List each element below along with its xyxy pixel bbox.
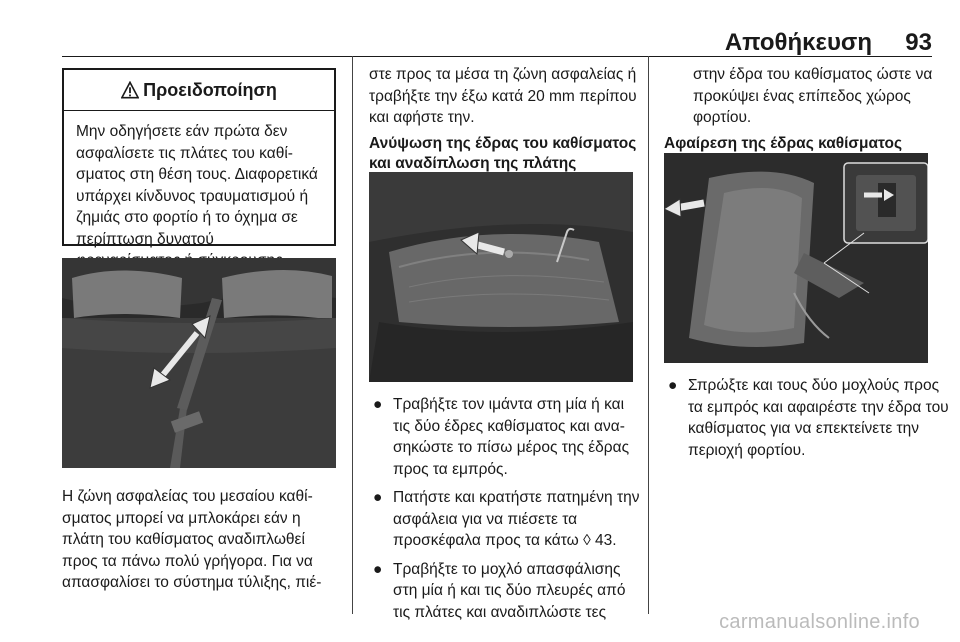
seat-fold-illustration — [369, 172, 633, 382]
list-item — [664, 375, 949, 461]
warning-text: Μην οδηγήσετε εάν πρώτα δεν ασφαλίσετε τις πλάτες του καθίσματος στη θέση τους. Διαφορετικά υπάρχει κίνδυνος τραυματισμού ή ζημιάς στο φορτίο ή το όχημα σε περίπτωση δυνατού — [76, 123, 318, 248]
section-heading-fold: Ανύψωση της έδρας του καθίσματος και αναδίπλωση της πλάτης — [369, 135, 637, 172]
seat-removal-figure — [664, 153, 928, 363]
warning-title: Προειδοποίηση — [143, 79, 277, 100]
seat-fold-figure — [369, 172, 633, 382]
column-divider — [648, 56, 649, 614]
list-item — [369, 394, 644, 480]
seatbelt-figure — [62, 258, 336, 468]
watermark: carmanualsonline.info — [719, 611, 920, 633]
header-rule — [62, 56, 932, 57]
continued-paragraph-2: στην έδρα του καθίσματος ώστε να προκύψει ένας επίπεδος χώρος φορτίου. — [693, 66, 933, 126]
bullet-text: Πατήστε και κρατήστε πατημένη την ασφάλεια για να πιέσετε τα προσκέφαλα προς τα κάτω ◊ 43. — [393, 489, 640, 549]
bullet-text: Σπρώξτε και τους δύο μοχλούς προς τα εμπρός και αφαιρέστε την έδρα του καθίσματος για να επεκτείνετε την περιοχή φορτίου. — [688, 377, 949, 459]
bullet-dot: ● — [668, 377, 678, 394]
warning-header — [64, 70, 334, 111]
fold-steps-list — [369, 394, 644, 630]
warning-icon — [121, 81, 139, 99]
seatbelt-illustration — [62, 258, 336, 468]
list-item — [369, 487, 644, 552]
bullet-text: Τραβήξτε τον ιμάντα στη μία ή και τις δύο έδρες καθίσματος και ανασηκώστε το πίσω μέρος της έδρας προς τα εμπρός. — [393, 396, 630, 478]
belt-paragraph: Η ζώνη ασφαλείας του μεσαίου καθίσματος μπορεί να μπλοκάρει εάν η πλάτη του καθίσματος αναδιπλωθεί προς τα πάνω πολύ γρήγορα. Για να απασφαλίσει το σύστημα τύλιξης, πιέ- — [62, 488, 322, 591]
continued-paragraph: στε προς τα μέσα τη ζώνη ασφαλείας ή τραβήξτε την έξω κατά 20 mm περίπου και αφήστε την. — [369, 66, 637, 126]
page-number: 93 — [905, 29, 932, 56]
remove-steps-list — [664, 375, 949, 468]
column-divider — [352, 56, 353, 614]
warning-box — [62, 68, 336, 246]
bullet-dot: ● — [373, 396, 383, 413]
section-heading-remove: Αφαίρεση της έδρας καθίσματος — [664, 135, 903, 152]
bullet-text: Τραβήξτε το μοχλό απασφάλισης στη μία ή και τις δύο πλευρές από τις πλάτες και αναδιπλώστε τες — [393, 560, 626, 621]
page-header — [62, 0, 932, 56]
bullet-dot: ● — [373, 489, 383, 506]
list-item — [369, 559, 644, 624]
seat-removal-illustration — [664, 153, 928, 363]
page-title: Αποθήκευση — [724, 29, 872, 56]
bullet-dot: ● — [373, 560, 383, 578]
